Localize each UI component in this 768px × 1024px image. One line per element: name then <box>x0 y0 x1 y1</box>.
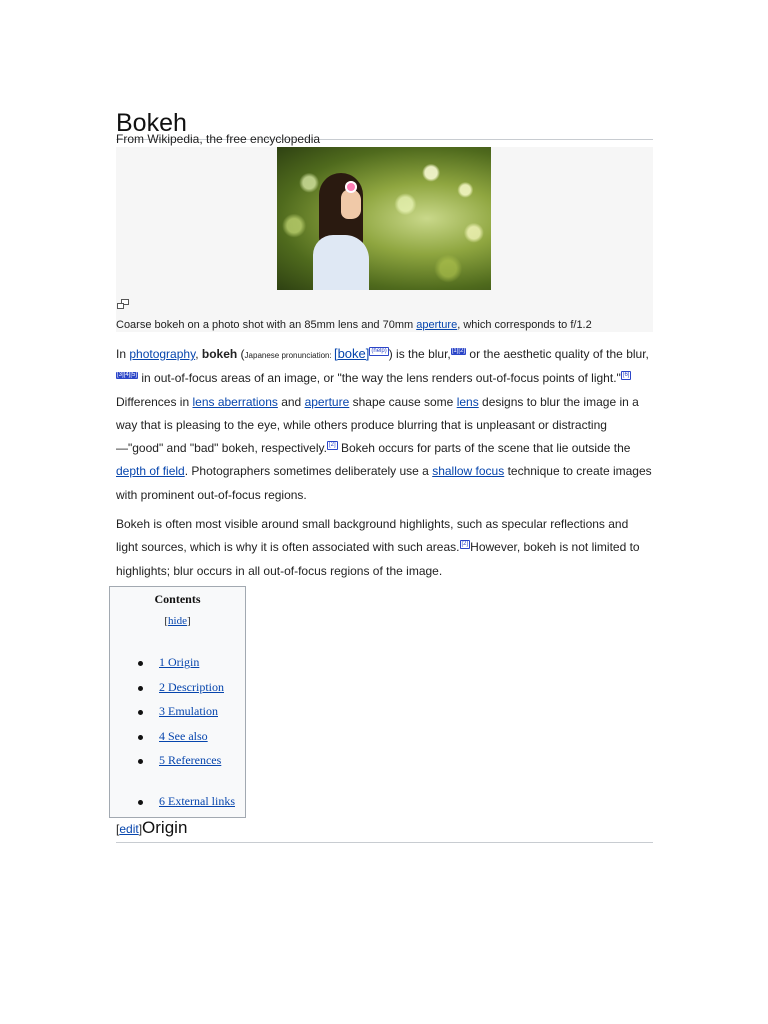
link-lens[interactable]: lens <box>456 394 479 409</box>
text-segment: and <box>277 394 305 409</box>
bullet-icon <box>138 686 143 691</box>
toc-hide-toggle <box>110 615 245 627</box>
text-segment: ) is the blur, <box>388 347 451 361</box>
text-segment: technique to create images with prominent out-of-focus regions. <box>116 464 652 502</box>
photo-subject-body <box>313 235 369 290</box>
table-of-contents <box>109 586 246 818</box>
bracket: [ <box>116 822 120 836</box>
section-edit <box>116 822 142 836</box>
section-edit-link[interactable]: edit <box>119 822 139 836</box>
text-segment: Differences in <box>116 394 193 409</box>
bracket: ] <box>186 615 191 627</box>
reference-link[interactable]: [2] <box>461 541 469 548</box>
bullet-icon <box>138 661 143 666</box>
toc-title: Contents <box>154 592 201 606</box>
magnify-clip-icon[interactable] <box>117 299 129 309</box>
text-segment: In <box>116 347 130 361</box>
text-segment: . Photographers sometimes deliberately use a <box>184 464 433 479</box>
caption-link-aperture[interactable]: aperture <box>416 319 458 331</box>
toc-link-description[interactable]: 2 Description <box>159 680 224 694</box>
thumbnail-figure <box>116 147 653 332</box>
bullet-icon <box>138 759 143 764</box>
toc-hide-link[interactable]: hide <box>168 615 187 627</box>
bokeh-photo[interactable] <box>277 147 491 290</box>
site-tagline: From Wikipedia, the free encyclopedia <box>116 132 321 146</box>
section-origin-heading <box>116 818 653 843</box>
bullet-icon <box>138 800 143 805</box>
link-aperture[interactable]: aperture <box>304 394 350 409</box>
text-segment: ( <box>237 347 245 361</box>
bullet-icon <box>138 710 143 715</box>
text-segment: Bokeh occurs for parts of the scene that lie outside the <box>337 441 631 456</box>
term-bokeh: bokeh <box>201 347 238 361</box>
text-segment: in out-of-focus areas of an image, or "the way the lens renders out-of-focus points of light." <box>138 371 621 386</box>
toc-link-origin[interactable]: 1 Origin <box>159 655 200 669</box>
text-segment: , <box>195 347 202 361</box>
section-title-origin: Origin <box>142 818 188 837</box>
page-title: Bokeh <box>116 109 653 140</box>
reference-link[interactable]: [3][4][5] <box>117 372 138 379</box>
caption-text-start: Coarse bokeh on a photo shot with an 85mm lens and 70mm <box>116 319 417 331</box>
toc-link-external-links[interactable]: 6 External links <box>159 794 235 808</box>
bracket: ] <box>138 822 143 836</box>
toc-link-references[interactable]: 5 References <box>159 753 222 767</box>
photo-subject-face <box>341 189 361 219</box>
figure-caption <box>116 319 592 331</box>
text-segment: shape cause some <box>349 394 457 409</box>
link-lens-aberrations[interactable]: lens aberrations <box>192 394 278 409</box>
text-segment: Bokeh is often most visible around small background highlights, such as specular reflections and light sources, which is why it is often associated with such areas. <box>116 517 629 555</box>
link-ipa-boke[interactable]: [boke] <box>333 346 370 361</box>
toc-link-emulation[interactable]: 3 Emulation <box>159 704 218 718</box>
text-segment: However, bokeh is not limited to highlights; blur occurs in all out-of-focus regions of the image. <box>116 540 640 578</box>
reference-link[interactable]: [2] <box>328 442 336 449</box>
bracket: [ <box>164 615 169 627</box>
link-shallow-focus[interactable]: shallow focus <box>432 464 505 479</box>
intro-paragraph <box>116 342 653 507</box>
reference-link[interactable]: [1][2] <box>451 348 466 354</box>
link-depth-of-field[interactable]: depth of field <box>116 464 185 479</box>
bullet-icon <box>138 735 143 740</box>
text-segment: designs to blur the image in a way that is pleasing to the eye, while others produce blurring that is unpleasant or distracting—"good" and "bad" bokeh, respectively. <box>116 394 639 456</box>
highlights-paragraph <box>116 513 653 583</box>
photo-subject-flower <box>345 181 357 193</box>
text-segment: or the aesthetic quality of the blur, <box>466 347 649 361</box>
link-photography[interactable]: photography <box>129 347 196 361</box>
toc-link-see-also[interactable]: 4 See also <box>159 729 208 743</box>
pronunciation-label: Japanese pronunciation: <box>244 351 334 360</box>
reference-link[interactable]: [6] <box>622 372 630 379</box>
ipa-help-icon[interactable]: (help) <box>371 348 387 354</box>
caption-text-end: , which corresponds to f/1.2 <box>457 319 592 331</box>
